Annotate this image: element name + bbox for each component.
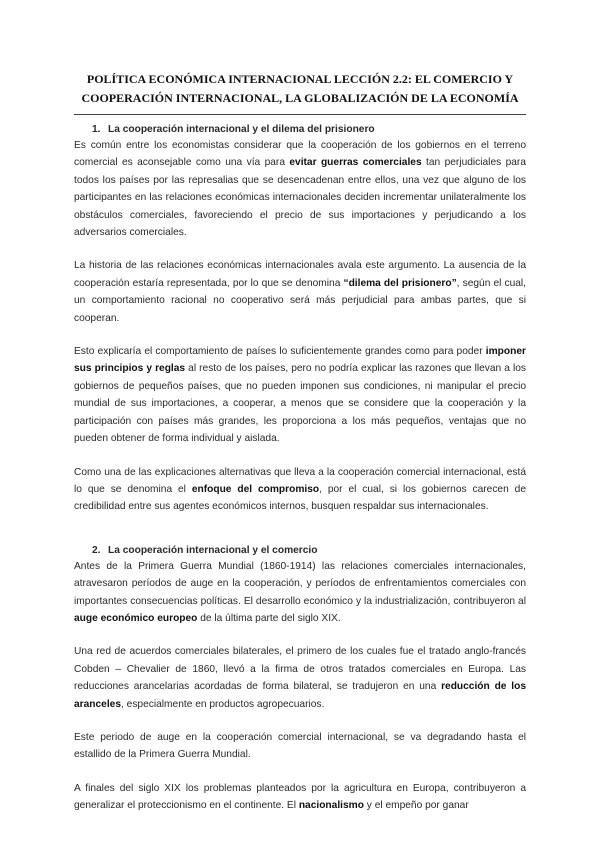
text-run: Es común entre los economistas considerar que la cooperación de los gobiernos en el terreno comercial es aconsejable como una vía para [74,140,526,169]
paragraph-2-3 [74,729,526,764]
bold-term: reducción de los aranceles [74,681,526,710]
text-run: Antes de la Primera Guerra Mundial (1860-1914) las relaciones comerciales internacionales, atravesaron períodos de auge en la cooperación, y períodos de enfrentamientos comerciales con importantes consecuencias políticas. El desarrollo económico y la industrialización, contribuyeron al [74,560,526,607]
title-line-1: POLÍTICA ECONÓMICA INTERNACIONAL LECCIÓN 2.2: EL COMERCIO Y [86,72,514,86]
paragraph-1-2 [74,257,526,327]
text-run: Como una de las explicaciones alternativas que lleva a la cooperación comercial internacional, está lo que se denomina el [74,466,526,495]
bold-term: enfoque del compromiso [191,483,320,495]
text-run: Una red de acuerdos comerciales bilaterales, el primero de los cuales fue el tratado anglo-francés Cobden – Chevalier de 1860, llevó a la firma de otros tratados comerciales en Europa. Las reducciones arancelarias acordadas de forma bilateral, se tradujeron en una [74,646,526,693]
document-body [74,123,526,815]
section-number-1: 1. [92,124,101,135]
section-title-2: La cooperación internacional y el comercio [108,544,318,556]
text-run: Esto explicaría el comportamiento de países lo suficientemente grandes como para poder [74,346,486,358]
text-run: tan perjudiciales para todos los países por las represalias que se desencadenan entre ellos, una vez que alguno de los participantes en las relaciones económicas internacionales deciden incrementar unilateralmente los obstáculos comerciales, favoreciendo el precio de sus importaciones y perjudicando a los adversarios comerciales. [74,157,526,239]
bold-term: auge económico europeo [74,612,198,624]
text-run: La historia de las relaciones económicas internacionales avala este argumento. La ausencia de la cooperación estaría representada, por lo que se denomina [74,260,526,289]
bold-term: evitar guerras comerciales [289,157,422,169]
paragraph-2-1 [74,558,526,628]
paragraph-2-2 [74,643,526,713]
text-run: al resto de los países, pero no podría explicar las razones que llevan a los gobiernos de pequeños países, que no pueden imponen sus condiciones, ni manipular el precio mundial de sus importaciones, a cooperar, a menos que se considere que la cooperación y la participación con países más grandes, les proporciona a los más pequeños, ventajas que no pueden obtener de forma individual y aislada. [74,363,526,445]
bold-term: “dilema del prisionero” [343,277,457,289]
text-run: , según el cual, un comportamiento racional no cooperativo será más perjudicial para ambas partes, que si cooperan. [74,277,527,324]
title-line-2: COOPERACIÓN INTERNACIONAL, LA GLOBALIZACIÓN DE LA ECONOMÍA [81,91,519,105]
section-number-2: 2. [92,544,101,556]
text-run: A finales del siglo XIX los problemas planteados por la agricultura en Europa, contribuyeron a generalizar el proteccionismo en el continente. El [74,782,526,812]
paragraph-1-4 [74,464,526,516]
paragraph-2-4 [74,780,526,815]
paragraph-1-3 [74,343,526,447]
document-title [60,70,540,108]
text-run: Este periodo de auge en la cooperación comercial internacional, se va degradando hasta el estallido de la Primera Guerra Mundial. [74,731,526,761]
text-run: y el empeño por ganar [363,800,469,812]
section-heading-2 [74,544,526,558]
text-run: de la última parte del siglo XIX. [197,612,341,624]
paragraph-1-1 [74,137,526,241]
bold-term: imponer sus principios y reglas [74,346,526,375]
section-title-1: La cooperación internacional y el dilema del prisionero [108,124,375,135]
section-heading-1 [74,123,526,137]
text-run: , especialmente en productos agropecuarios. [121,698,325,710]
text-run: , por el cual, si los gobiernos carecen de credibilidad entre sus agentes económicos internos, busquen respaldar sus internacionales. [74,483,526,513]
bold-term: nacionalismo [298,800,364,812]
title-divider [74,114,526,115]
